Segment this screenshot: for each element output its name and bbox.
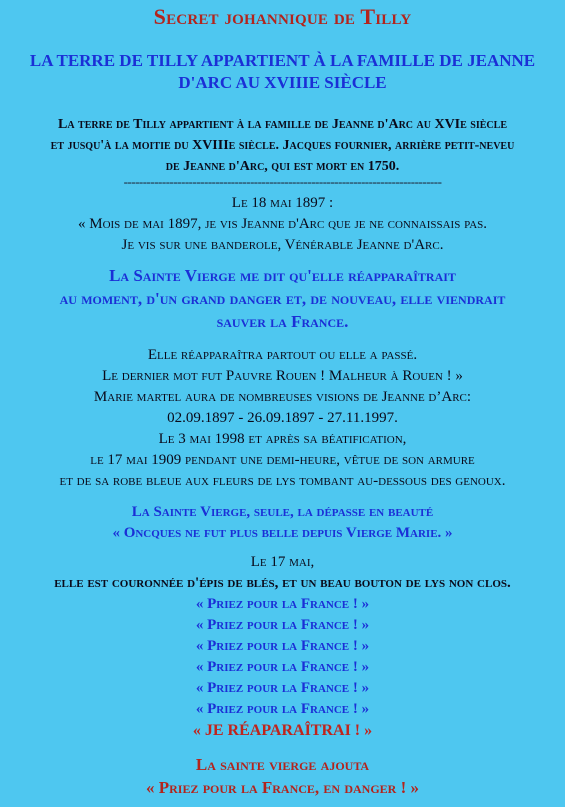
beauty-line: La Sainte Vierge, seule, la dépasse en beauté bbox=[131, 504, 434, 520]
crown-date: Le 17 mai, bbox=[250, 554, 315, 570]
vision-line: « Mois de mai 1897, je vis Jeanne d'Arc que je ne connaissais pas. bbox=[77, 216, 488, 232]
reappear-line: et de sa robe bleue aux fleurs de lys tombant au-dessous des genoux. bbox=[59, 473, 506, 489]
vision-line: Je vis sur une banderole, Vénérable Jeanne d'Arc. bbox=[121, 237, 444, 253]
prayer-list bbox=[0, 594, 565, 741]
reappear-line: 02.09.1897 - 26.09.1897 - 27.11.1997. bbox=[167, 410, 398, 426]
intro-line: et jusqu'à la moitie du XVIIIe siècle. Jacques fournier, arrière petit-neveu bbox=[50, 138, 515, 153]
intro-line: de Jeanne d'Arc, qui est mort en 1750. bbox=[165, 159, 400, 174]
reappear-line: le 17 mai 1909 pendant une demi-heure, vêtue de son armure bbox=[90, 452, 475, 468]
vierge-line: au moment, d'un grand danger et, de nouveau, elle viendrait bbox=[59, 289, 506, 308]
beauty-line: « Oncques ne fut plus belle depuis Vierge Marie. » bbox=[112, 525, 453, 541]
reappear-line: Marie martel aura de nombreuses visions de Jeanne d’Arc: bbox=[93, 389, 472, 405]
prayer-line: « Priez pour la France ! » bbox=[195, 638, 370, 654]
prayer-line: « Priez pour la France ! » bbox=[195, 659, 370, 675]
reappear-line: Le 3 mai 1998 et après sa béatification, bbox=[158, 431, 407, 447]
main-heading-line: LA TERRE DE TILLY APPARTIENT À LA FAMILLE DE JEANNE bbox=[29, 51, 536, 70]
crown-paragraph bbox=[0, 552, 565, 594]
prayer-line: « Priez pour la France ! » bbox=[195, 617, 370, 633]
reappear-line: Le dernier mot fut Pauvre Rouen ! Malheur à Rouen ! » bbox=[102, 368, 463, 384]
closing-line: « Priez pour la France, en danger ! » bbox=[145, 778, 420, 797]
intro-line: La terre de Tilly appartient à la famille de Jeanne d'Arc au XVIe siècle bbox=[57, 117, 507, 132]
vision-paragraph bbox=[0, 193, 565, 256]
dashed-divider: ----------------------------------------------------------------------------------- bbox=[123, 174, 442, 189]
prayer-line: « Priez pour la France ! » bbox=[195, 701, 370, 717]
closing-paragraph bbox=[0, 753, 565, 799]
main-heading bbox=[0, 50, 565, 94]
vierge-line: sauver la France. bbox=[216, 312, 349, 331]
vierge-heading bbox=[0, 264, 565, 333]
crown-line: elle est couronnée d'épis de blés, et un beau bouton de lys non clos. bbox=[54, 575, 511, 591]
prayer-line: « Priez pour la France ! » bbox=[195, 680, 370, 696]
vision-date: Le 18 mai 1897 : bbox=[231, 195, 334, 211]
closing-line: La sainte vierge ajouta bbox=[195, 755, 370, 774]
vierge-line: La Sainte Vierge me dit qu'elle réapparaîtrait bbox=[109, 266, 456, 285]
reapparaitrai-line: « JE RÉAPARAÎTRAI ! » bbox=[192, 722, 373, 739]
beauty-heading bbox=[0, 502, 565, 544]
main-heading-line: D'ARC AU XVIIIE SIÈCLE bbox=[178, 73, 387, 92]
prayer-line: « Priez pour la France ! » bbox=[195, 596, 370, 612]
reappear-line: Elle réapparaîtra partout ou elle a passé. bbox=[147, 347, 418, 363]
page-title: Secret johannique de Tilly bbox=[153, 4, 412, 29]
reappear-paragraph bbox=[0, 345, 565, 492]
intro-paragraph bbox=[0, 114, 565, 177]
